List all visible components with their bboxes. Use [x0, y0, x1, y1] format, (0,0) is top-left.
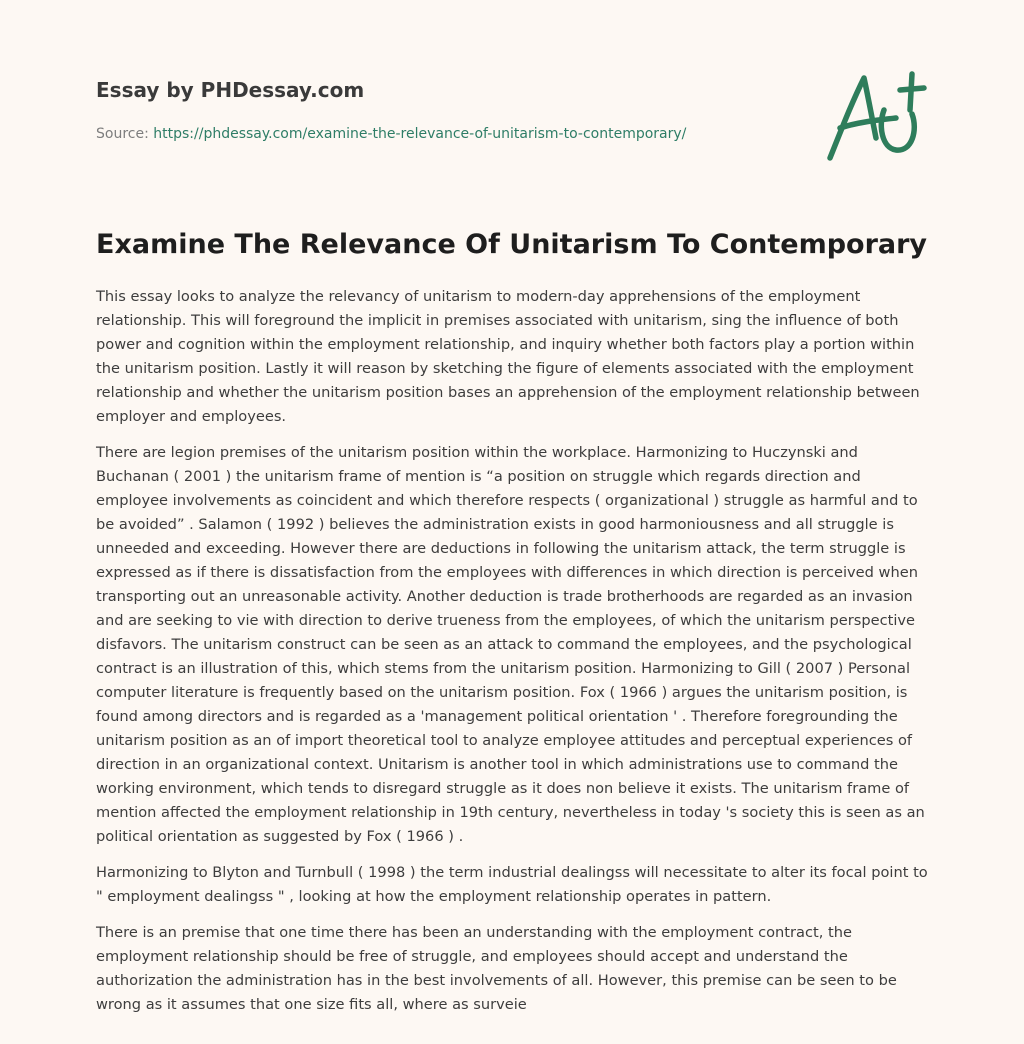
essay-paragraph: Harmonizing to Blyton and Turnbull ( 1998 ) the term industrial dealingss will necessitate to alter its focal point to " employment dealingss " , looking at how the employment relationship operates in pattern.	[96, 864, 928, 905]
a-plus-grade-logo-icon	[820, 66, 930, 166]
source-link[interactable]: https://phdessay.com/examine-the-relevance-of-unitarism-to-contemporary/	[153, 126, 687, 142]
source-label: Source:	[96, 126, 149, 142]
site-brand: Essay by PHDessay.com	[96, 78, 365, 102]
essay-paragraph: This essay looks to analyze the relevancy of unitarism to modern-day apprehensions of the employment relationship. This will foreground the implicit in premises associated with unitarism, sing the influence of both power and cognition within the employment relationship, and inquiry whether both factors play a portion within the unitarism position. Lastly it will reason by sketching the figure of elements associated with the employment relationship and whether the unitarism position bases an apprehension of the employment relationship between employer and employees.	[96, 288, 920, 425]
essay-paragraph: There are legion premises of the unitarism position within the workplace. Harmonizing to Huczynski and Buchanan ( 2001 ) the unitarism frame of mention is “a position on struggle which regards direction and employee involvements as coincident and which therefore respects ( organizational ) struggle as harmful and to be avoided” . Salamon ( 1992 ) believes the administration exists in good harmoniousness and all struggle is unneeded and exceeding. However there are deductions in following the unitarism attack, the term struggle is expressed as if there is dissatisfaction from the employees with differences in which direction is perceived when transporting out an unreasonable activity. Another deduction is trade brotherhoods are regarded as an invasion and are seeking to vie with direction to derive trueness from the employees, of which the unitarism perspective disfavors. The unitarism construct can be seen as an attack to command the employees, and the psychological contract is an illustration of this, which stems from the unitarism position. Harmonizing to Gill ( 2007 ) Personal computer literature is frequently based on the unitarism position. Fox ( 1966 ) argues the unitarism position, is found among directors and is regarded as a 'management political orientation ' . Therefore foregrounding the unitarism position as an of import theoretical tool to analyze employee attitudes and perceptual experiences of direction in an organizational context. Unitarism is another tool in which administrations use to command the working environment, which tends to disregard struggle as it does non believe it exists. The unitarism frame of mention affected the employment relationship in 19th century, nevertheless in today 's society this is seen as an political orientation as suggested by Fox ( 1966 ) .	[96, 444, 925, 845]
essay-header	[96, 76, 816, 144]
source-line	[96, 124, 816, 144]
essay-paragraph: There is an premise that one time there has been an understanding with the employment contract, the employment relationship should be free of struggle, and employees should accept and understand the authorization the administration has in the best involvements of all. However, this premise can be seen to be wrong as it assumes that one size fits all, where as surveie	[96, 924, 897, 1013]
essay-title: Examine The Relevance Of Unitarism To Contemporary	[96, 229, 928, 260]
essay-body	[96, 285, 928, 1029]
